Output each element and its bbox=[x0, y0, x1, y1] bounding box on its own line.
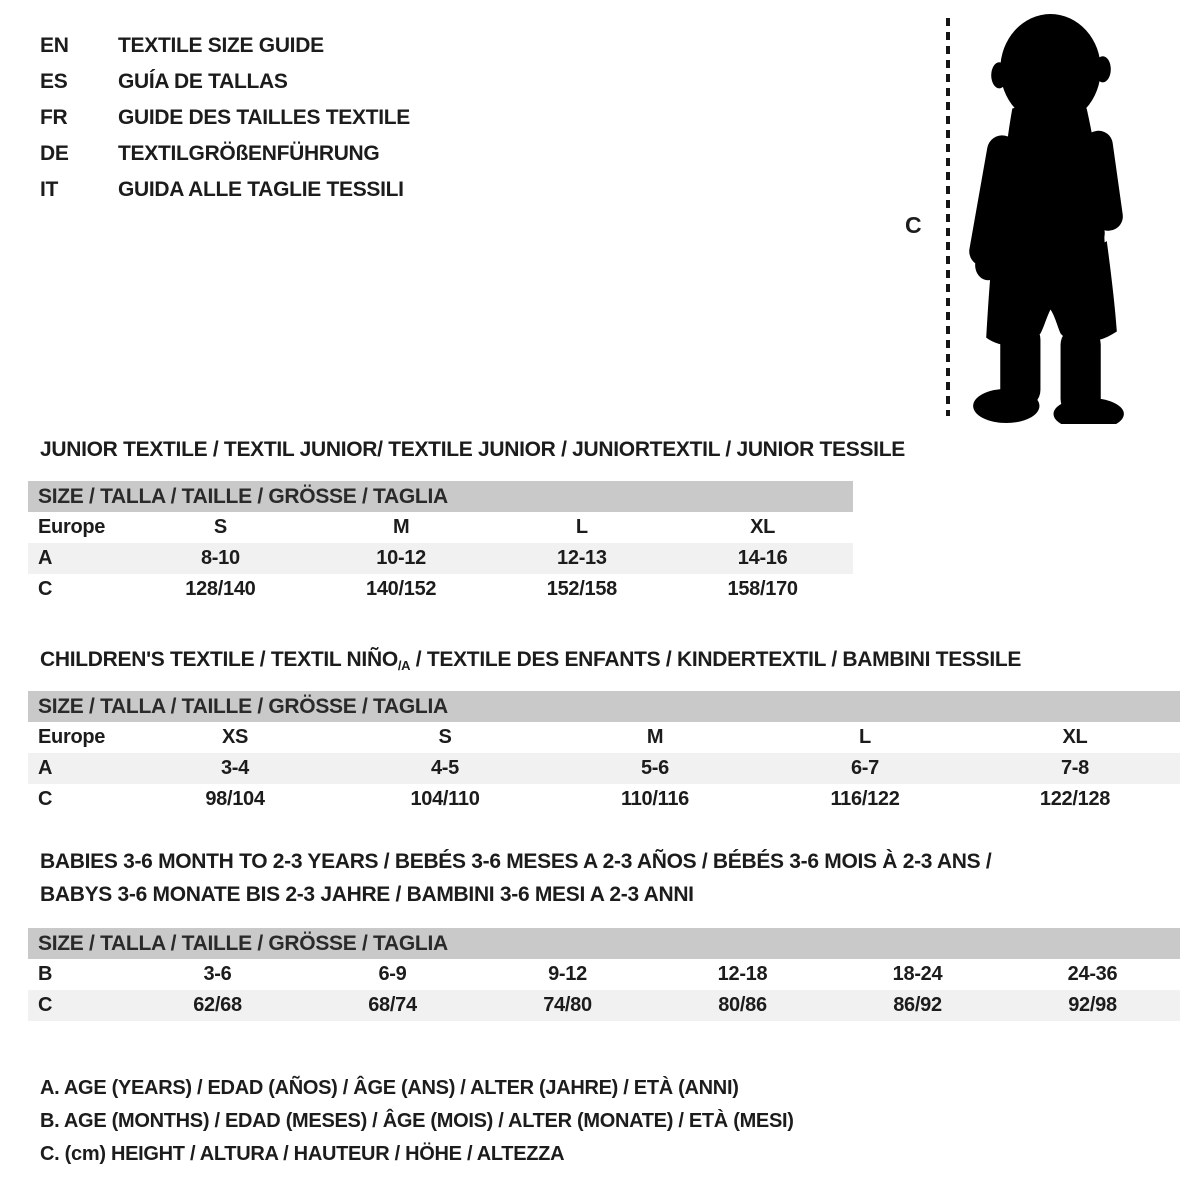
language-row bbox=[40, 64, 410, 100]
language-row bbox=[40, 136, 410, 172]
table-cell: M bbox=[392, 516, 410, 538]
table-cell: 86/92 bbox=[893, 994, 942, 1016]
babies-section-title-line1: BABIES 3-6 MONTH TO 2-3 YEARS / BEBÉS 3-6 MESES A 2-3 AÑOS / BÉBÉS 3-6 MOIS À 2-3 ANS / bbox=[40, 850, 992, 873]
children-section-title bbox=[40, 648, 1021, 673]
language-code: ES bbox=[40, 70, 68, 93]
table-cell: Europe bbox=[38, 516, 106, 538]
table-cell: 12-18 bbox=[717, 963, 768, 985]
table-cell: 92/98 bbox=[1068, 994, 1117, 1016]
children-title-part2: / TEXTILE DES ENFANTS / KINDERTEXTIL / BAMBINI TESSILE bbox=[410, 648, 1022, 671]
table-cell: C bbox=[38, 578, 53, 600]
table-cell: C bbox=[38, 994, 53, 1016]
table-row bbox=[28, 574, 853, 605]
table-cell: Europe bbox=[38, 726, 106, 748]
table-cell: 68/74 bbox=[368, 994, 417, 1016]
table-cell: M bbox=[646, 726, 664, 748]
language-label: GUIDA ALLE TAGLIE TESSILI bbox=[118, 178, 404, 201]
language-label: GUÍA DE TALLAS bbox=[118, 70, 288, 93]
language-label: TEXTILGRÖßENFÜHRUNG bbox=[118, 142, 380, 165]
size-header-bar: SIZE / TALLA / TAILLE / GRÖSSE / TAGLIA bbox=[28, 691, 1180, 722]
table-cell: 74/80 bbox=[543, 994, 592, 1016]
table-cell: 140/152 bbox=[366, 578, 437, 600]
table-cell: 158/170 bbox=[727, 578, 798, 600]
table-cell: 6-9 bbox=[378, 963, 407, 985]
junior-section-title: JUNIOR TEXTILE / TEXTIL JUNIOR/ TEXTILE JUNIOR / JUNIORTEXTIL / JUNIOR TESSILE bbox=[40, 438, 905, 461]
language-label: GUIDE DES TAILLES TEXTILE bbox=[118, 106, 410, 129]
table-cell: L bbox=[575, 516, 588, 538]
junior-size-table bbox=[28, 481, 853, 605]
table-cell: 104/110 bbox=[410, 788, 480, 810]
table-cell: 128/140 bbox=[185, 578, 256, 600]
table-cell: S bbox=[213, 516, 227, 538]
table-cell: 18-24 bbox=[892, 963, 943, 985]
table-row bbox=[28, 784, 1180, 815]
language-row bbox=[40, 28, 410, 64]
table-cell: 152/158 bbox=[546, 578, 617, 600]
children-size-table bbox=[28, 691, 1180, 815]
size-header-bar: SIZE / TALLA / TAILLE / GRÖSSE / TAGLIA bbox=[28, 928, 1180, 959]
table-cell: 80/86 bbox=[718, 994, 767, 1016]
table-cell: 14-16 bbox=[737, 547, 788, 569]
table-cell: C bbox=[38, 788, 53, 810]
language-code: EN bbox=[40, 34, 69, 57]
table-cell: 98/104 bbox=[205, 788, 265, 810]
table-cell: L bbox=[859, 726, 871, 748]
babies-section-title-line2: BABYS 3-6 MONATE BIS 2-3 JAHRE / BAMBINI 3-6 MESI A 2-3 ANNI bbox=[40, 883, 694, 906]
size-header-bar: SIZE / TALLA / TAILLE / GRÖSSE / TAGLIA bbox=[28, 481, 853, 512]
table-cell: XL bbox=[750, 516, 776, 538]
language-code: IT bbox=[40, 178, 59, 201]
table-cell: 8-10 bbox=[200, 547, 240, 569]
table-cell: 10-12 bbox=[376, 547, 426, 569]
legend-item-age-years: A. AGE (YEARS) / EDAD (AÑOS) / ÂGE (ANS) / ALTER (JAHRE) / ETÀ (ANNI) bbox=[40, 1077, 739, 1099]
legend bbox=[40, 1072, 794, 1171]
toddler-silhouette-icon bbox=[962, 12, 1137, 424]
table-row bbox=[28, 512, 853, 543]
table-cell: 62/68 bbox=[193, 994, 242, 1016]
table-cell: 122/128 bbox=[1039, 788, 1111, 810]
table-row bbox=[28, 959, 1180, 990]
table-row bbox=[28, 722, 1180, 753]
language-label: TEXTILE SIZE GUIDE bbox=[118, 34, 324, 57]
children-title-subscript: /A bbox=[397, 658, 411, 673]
table-cell: 24-36 bbox=[1067, 963, 1118, 985]
legend-item-height-cm: C. (cm) HEIGHT / ALTURA / HAUTEUR / HÖHE / ALTEZZA bbox=[40, 1143, 565, 1165]
table-cell: S bbox=[438, 726, 452, 748]
table-cell: 3-4 bbox=[220, 757, 249, 779]
legend-item-age-months: B. AGE (MONTHS) / EDAD (MESES) / ÂGE (MOIS) / ALTER (MONATE) / ETÀ (MESI) bbox=[40, 1110, 794, 1132]
babies-size-table bbox=[28, 928, 1180, 1021]
table-cell: 6-7 bbox=[850, 757, 879, 779]
height-measure-dashed-line bbox=[946, 18, 950, 416]
language-code: FR bbox=[40, 106, 68, 129]
measure-label-c: C bbox=[905, 212, 922, 238]
table-cell: 4-5 bbox=[430, 757, 459, 779]
language-row bbox=[40, 100, 410, 136]
table-cell: 5-6 bbox=[640, 757, 669, 779]
table-cell: A bbox=[38, 757, 53, 779]
table-cell: 7-8 bbox=[1060, 757, 1089, 779]
language-row bbox=[40, 172, 410, 208]
table-cell: A bbox=[38, 547, 53, 569]
table-cell: 110/116 bbox=[621, 788, 689, 810]
table-row bbox=[28, 990, 1180, 1021]
table-cell: 3-6 bbox=[203, 963, 232, 985]
table-cell: B bbox=[38, 963, 53, 985]
table-cell: 116/122 bbox=[830, 788, 900, 810]
table-row bbox=[28, 753, 1180, 784]
table-row bbox=[28, 543, 853, 574]
table-cell: XL bbox=[1062, 726, 1088, 748]
children-title-part1: CHILDREN'S TEXTILE / TEXTIL NIÑO bbox=[40, 648, 398, 671]
table-cell: XS bbox=[221, 726, 249, 748]
language-code: DE bbox=[40, 142, 69, 165]
table-cell: 9-12 bbox=[548, 963, 587, 985]
language-list bbox=[40, 28, 410, 208]
table-cell: 12-13 bbox=[557, 547, 607, 569]
